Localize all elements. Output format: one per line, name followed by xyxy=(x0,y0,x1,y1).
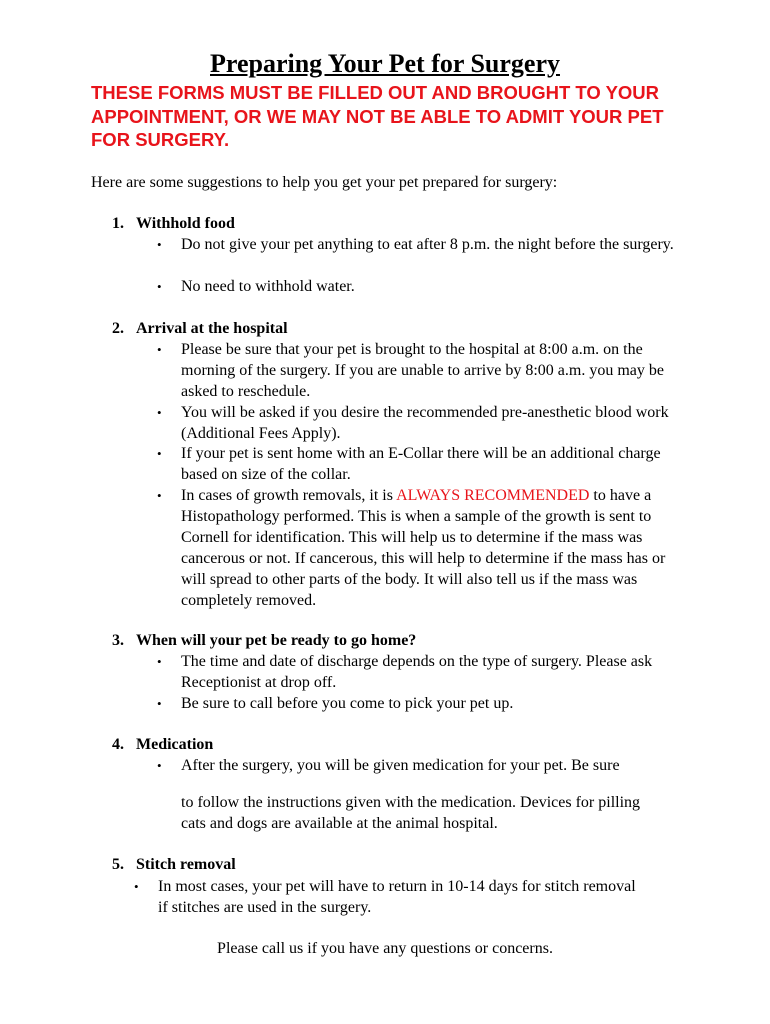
list-item: If your pet is sent home with an E-Collar there will be an additional charge based on size of the collar. xyxy=(181,445,661,483)
list-item: The time and date of discharge depends on the type of surgery. Please ask Receptionist at drop off. xyxy=(181,653,653,691)
section-number: 3. xyxy=(112,632,124,649)
closing-text: Please call us if you have any questions or concerns. xyxy=(217,940,553,957)
bullet-icon: • xyxy=(157,488,162,503)
bullet-icon: • xyxy=(157,279,162,294)
list-item: In most cases, your pet will have to return in 10-14 days for stitch removal if stitches are used in the surgery. xyxy=(158,878,636,916)
list-item: Be sure to call before you come to pick your pet up. xyxy=(181,695,514,712)
list-item: You will be asked if you desire the recommended pre-anesthetic blood work (Additional Fees Apply). xyxy=(181,404,669,442)
bullet-icon: • xyxy=(157,696,162,711)
section-heading: Arrival at the hospital xyxy=(136,320,288,337)
warning-notice: THESE FORMS MUST BE FILLED OUT AND BROUGHT TO YOUR APPOINTMENT, OR WE MAY NOT BE ABLE TO ADMIT YOUR PET FOR SURGERY. xyxy=(91,82,664,150)
list-item: After the surgery, you will be given medication for your pet. Be sure xyxy=(181,757,620,774)
list-item-histopathology xyxy=(181,485,666,611)
section-number: 4. xyxy=(112,736,124,753)
section-number: 2. xyxy=(112,320,124,337)
bullet-icon: • xyxy=(157,758,162,773)
section-heading: Withhold food xyxy=(136,215,235,232)
list-item-text: In cases of growth removals, it is xyxy=(181,487,397,504)
section-heading: Stitch removal xyxy=(136,856,236,873)
emphasis-text: ALWAYS RECOMMENDED xyxy=(396,487,590,504)
section-heading: When will your pet be ready to go home? xyxy=(136,632,417,649)
section-number: 5. xyxy=(112,856,124,873)
list-item-continued: to follow the instructions given with the medication. Devices for pilling cats and dogs are available at the animal hospital. xyxy=(181,794,641,832)
section-number: 1. xyxy=(112,215,124,232)
bullet-icon: • xyxy=(157,446,162,461)
list-item: Please be sure that your pet is brought to the hospital at 8:00 a.m. on the morning of the surgery. If you are unable to arrive by 8:00 a.m. you may be asked to reschedule. xyxy=(181,341,664,400)
intro-text: Here are some suggestions to help you get your pet prepared for surgery: xyxy=(91,174,558,191)
bullet-icon: • xyxy=(134,879,139,894)
bullet-icon: • xyxy=(157,342,162,357)
bullet-icon: • xyxy=(157,237,162,252)
page-title: Preparing Your Pet for Surgery xyxy=(210,49,560,78)
section-heading: Medication xyxy=(136,736,214,753)
list-item: Do not give your pet anything to eat after 8 p.m. the night before the surgery. xyxy=(181,236,674,253)
bullet-icon: • xyxy=(157,405,162,420)
list-item-text: to have a Histopathology performed. This is when a sample of the growth is sent to Cornell for identification. This will help us to determine if the mass was cancerous or not. If cancerous, this will help to determine if the mass has or will spread to other parts of the body. It will also tell us if the mass was completely removed. xyxy=(181,487,666,609)
list-item: No need to withhold water. xyxy=(181,278,355,295)
bullet-icon: • xyxy=(157,654,162,669)
